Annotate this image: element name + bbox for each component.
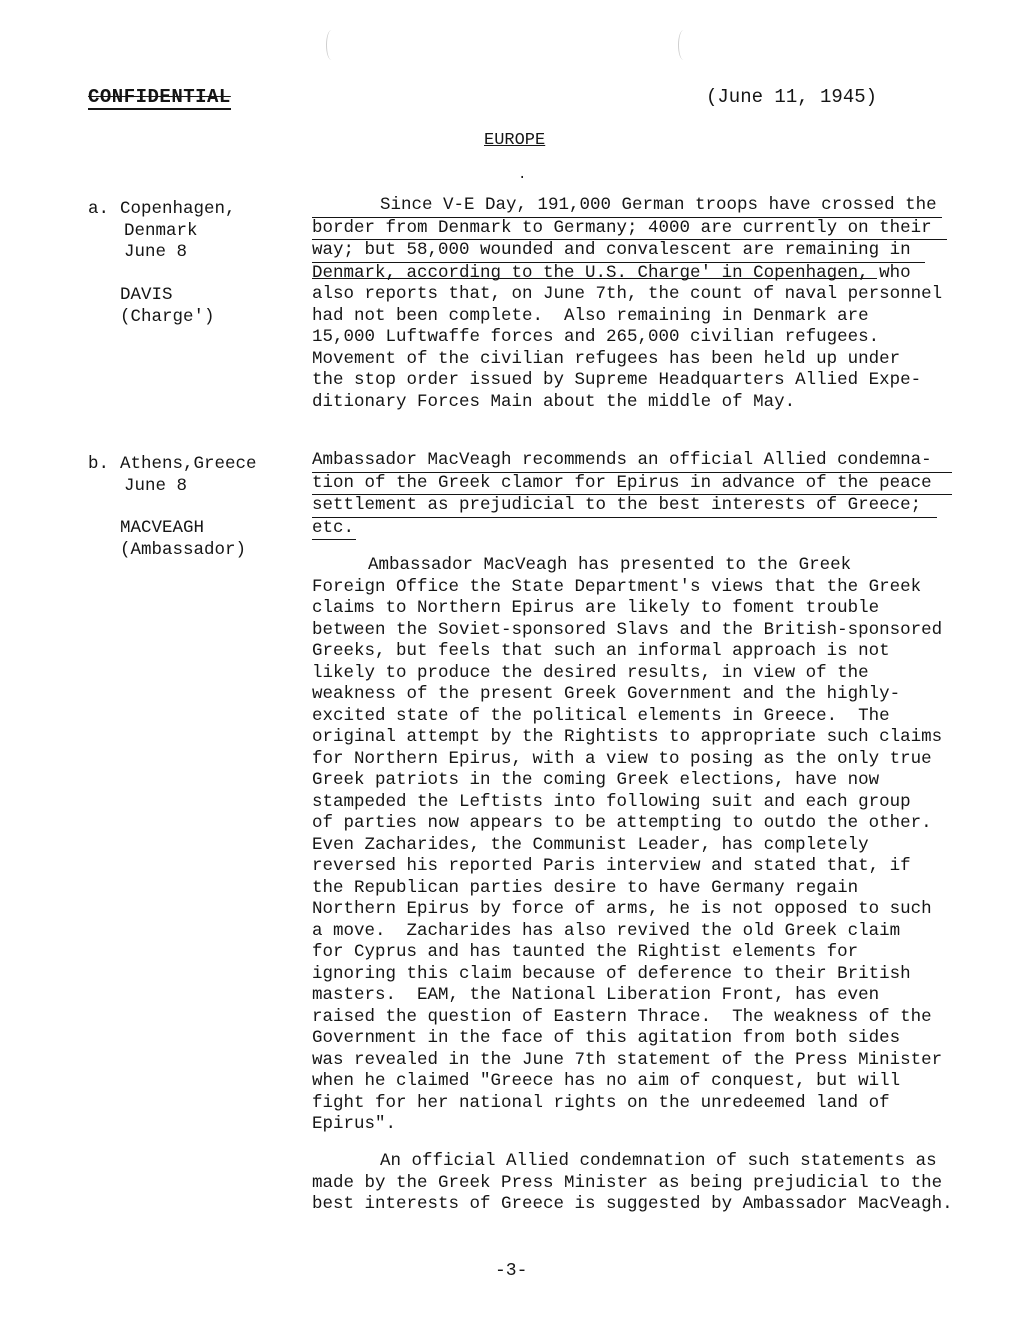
- paragraph-line: Movement of the civilian refugees has been held up under: [312, 348, 901, 369]
- body-line: between the Soviet-sponsored Slavs and the British-sponsored: [312, 619, 943, 640]
- body-line: a move. Zacharides has also revived the old Greek claim: [312, 920, 901, 941]
- paragraph-line: also reports that, on June 7th, the count of naval personnel: [312, 284, 943, 304]
- document-date: (June 11, 1945): [706, 86, 878, 108]
- entry-a-place-line: Copenhagen,: [120, 199, 236, 219]
- entry-a-place-line: Denmark: [124, 220, 198, 241]
- summary-line-underlined: tion of the Greek clamor for Epirus in advance of the peace: [312, 473, 952, 496]
- paragraph-line: Denmark, according to the U.S. Charge' in Copenhagen, who: [312, 262, 911, 283]
- entry-b-place: [120, 454, 257, 497]
- paragraph-line: ditionary Forces Main about the middle of May.: [312, 391, 796, 412]
- body-line: reversed his reported Paris interview and stated that, if: [312, 856, 911, 876]
- paragraph-line-underlined: border from Denmark to Germany; 4000 are currently on their: [312, 218, 947, 241]
- body-line: the Republican parties desire to have Germany regain: [312, 877, 859, 898]
- entry-a-author: DAVIS: [120, 285, 173, 305]
- body-line: weakness of the present Greek Government and the highly-: [312, 684, 901, 704]
- entry-b-summary: [312, 450, 972, 540]
- closing-line: made by the Greek Press Minister as being prejudicial to the: [312, 1172, 943, 1193]
- body-line: Government in the face of this agitation from both sides: [312, 1028, 901, 1048]
- entry-b-date: June 8: [124, 475, 188, 496]
- ink-dot: .: [518, 167, 527, 183]
- body-line: excited state of the political elements in Greece. The: [312, 705, 890, 726]
- closing-line: An official Allied condemnation of such statements as: [380, 1151, 937, 1171]
- body-line: of parties now appears to be attempting to outdo the other.: [312, 813, 932, 833]
- summary-line-underlined: etc.: [312, 518, 356, 541]
- paragraph-line: 15,000 Luftwaffe forces and 265,000 civilian refugees.: [312, 327, 880, 347]
- body-line: Foreign Office the State Department's views that the Greek: [312, 576, 922, 597]
- body-line: Greeks, but feels that such an informal approach is not: [312, 641, 890, 661]
- entry-b-place-line: Athens,Greece: [120, 454, 257, 474]
- entry-b-role: (Ambassador): [120, 540, 247, 560]
- paragraph-line: the stop order issued by Supreme Headquarters Allied Expe-: [312, 370, 922, 390]
- paragraph-line-underlined: way; but 58,000 wounded and convalescent are remaining in: [312, 240, 925, 263]
- body-line: original attempt by the Rightists to appropriate such claims: [312, 727, 943, 747]
- entry-b-closing: [312, 1151, 972, 1216]
- body-line: Northern Epirus by force of arms, he is not opposed to such: [312, 899, 932, 919]
- paragraph-line-underlined: Since V-E Day, 191,000 German troops have crossed the: [312, 195, 942, 218]
- paragraph-line: had not been complete. Also remaining in Denmark are: [312, 305, 869, 326]
- body-line: masters. EAM, the National Liberation Front, has even: [312, 985, 880, 1005]
- section-title: EUROPE: [484, 131, 546, 150]
- entry-b-letter: b.: [88, 454, 110, 474]
- body-line: for Cyprus and has taunted the Rightist elements for: [312, 942, 859, 962]
- entry-a-place: [120, 199, 236, 264]
- body-line: was revealed in the June 7th statement of the Press Minister: [312, 1049, 943, 1070]
- body-line: fight for her national rights on the unredeemed land of: [312, 1092, 890, 1113]
- summary-line-underlined: Ambassador MacVeagh recommends an official Allied condemna-: [312, 450, 952, 473]
- body-line: likely to produce the desired results, in view of the: [312, 662, 869, 683]
- underline-rule: [312, 278, 877, 279]
- page-number: -3-: [495, 1261, 528, 1281]
- entry-a-letter: a.: [88, 199, 110, 219]
- entry-a-paragraph: [312, 195, 972, 413]
- body-line: Even Zacharides, the Communist Leader, has completely: [312, 834, 869, 855]
- body-line: Epirus".: [312, 1114, 397, 1134]
- entry-b-author: MACVEAGH: [120, 518, 205, 538]
- scan-artifact-left: [326, 30, 337, 60]
- body-line: claims to Northern Epirus are likely to foment trouble: [312, 598, 880, 618]
- body-line: when he claimed "Greece has no aim of conquest, but will: [312, 1071, 901, 1091]
- body-line: ignoring this claim because of deference to their British: [312, 963, 911, 984]
- body-line: raised the question of Eastern Thrace. The weakness of the: [312, 1006, 932, 1027]
- entry-b-body: [312, 555, 972, 1136]
- body-line: stampeded the Leftists into following suit and each group: [312, 791, 911, 812]
- body-line: for Northern Epirus, with a view to posing as the only true: [312, 748, 932, 769]
- body-line: Greek patriots in the coming Greek elections, have now: [312, 770, 880, 790]
- entry-a-date: June 8: [124, 242, 188, 262]
- summary-line-underlined: settlement as prejudicial to the best interests of Greece;: [312, 495, 937, 518]
- closing-line: best interests of Greece is suggested by Ambassador MacVeagh.: [312, 1194, 953, 1214]
- body-line: Ambassador MacVeagh has presented to the Greek: [368, 555, 852, 575]
- classification-stamp: CONFIDENTIAL: [88, 86, 231, 108]
- scan-artifact-right: [678, 30, 689, 60]
- entry-a-role: (Charge'): [120, 307, 215, 327]
